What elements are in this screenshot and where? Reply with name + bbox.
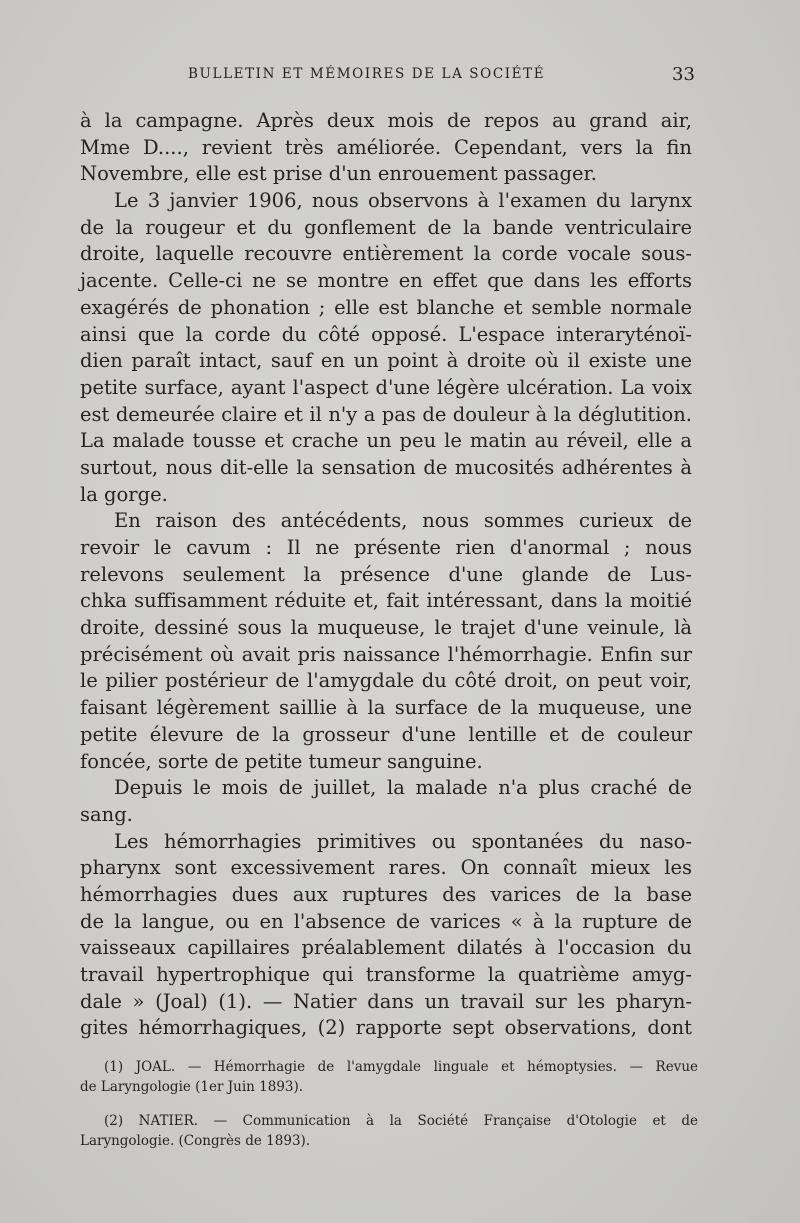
running-header-title: BULLETIN ET MÉMOIRES DE LA SOCIÉTÉ <box>188 66 546 82</box>
text-line: La malade tousse et crache un peu le matin au réveil, elle a <box>80 429 692 453</box>
text-line: précisément où avait pris naissance l'hémorrhagie. Enfin sur <box>80 642 692 666</box>
footnote-line: de Laryngologie (1er Juin 1893). <box>80 1079 304 1095</box>
text-line: travail hypertrophique qui transforme la quatrième amyg- <box>80 963 692 986</box>
text-line: est demeurée claire et il n'y a pas de douleur à la déglutition. <box>80 402 692 426</box>
text-line: Les hémorrhagies primitives ou spontanées du naso- <box>114 829 692 853</box>
text-line: exagérés de phonation ; elle est blanche et semble normale <box>80 295 692 319</box>
text-line: de la rougeur et du gonflement de la bande ventriculaire <box>80 215 692 239</box>
text-line: ainsi que la corde du côté opposé. L'espace interaryténoï- <box>80 322 692 346</box>
text-line: Depuis le mois de juillet, la malade n'a plus craché de <box>114 776 692 800</box>
text-line: de la langue, ou en l'absence de varices « à la rupture de <box>80 909 692 933</box>
footnote-line: (1) JOAL. — Hémorrhagie de l'amygdale linguale et hémoptysies. — Revue <box>104 1059 698 1075</box>
text-line: chka suffisamment réduite et, fait intéressant, dans la moitié <box>80 589 692 613</box>
footnote-line: (2) NATIER. — Communication à la Société Française d'Otologie et de <box>104 1113 698 1129</box>
body-text <box>80 108 692 1042</box>
text-line: jacente. Celle-ci ne se montre en effet que dans les efforts <box>80 269 692 293</box>
footnote-gap <box>80 1097 698 1111</box>
text-line: Mme D...., revient très améliorée. Cependant, vers la fin <box>80 135 692 159</box>
text-line: sang. <box>80 802 133 826</box>
text-line: hémorrhagies dues aux ruptures des varices de la base <box>80 882 692 906</box>
page-number: 33 <box>672 64 695 85</box>
text-line: revoir le cavum : Il ne présente rien d'anormal ; nous <box>80 536 692 559</box>
running-header <box>0 64 800 92</box>
text-line: faisant légèrement saillie à la surface de la muqueuse, une <box>80 696 692 720</box>
text-line: dien paraît intact, sauf en un point à droite où il existe une <box>80 349 692 373</box>
text-line: Novembre, elle est prise d'un enrouement passager. <box>80 162 597 186</box>
text-line: petite élevure de la grosseur d'une lentille et de couleur <box>80 722 692 746</box>
text-line: foncée, sorte de petite tumeur sanguine. <box>80 749 483 773</box>
text-line: pharynx sont excessivement rares. On connaît mieux les <box>80 856 692 880</box>
text-line: gites hémorrhagiques, (2) rapporte sept observations, dont <box>80 1016 692 1040</box>
text-line: à la campagne. Après deux mois de repos au grand air, <box>80 109 692 132</box>
text-line: droite, dessiné sous la muqueuse, le trajet d'une veinule, là <box>80 616 692 640</box>
text-line: En raison des antécédents, nous sommes curieux de <box>114 509 692 533</box>
text-line: surtout, nous dit-elle la sensation de mucosités adhérentes à <box>80 455 692 479</box>
text-line: droite, laquelle recouvre entièrement la corde vocale sous- <box>80 242 692 266</box>
text-line: dale » (Joal) (1). — Natier dans un travail sur les pharyn- <box>80 989 692 1013</box>
text-line: petite surface, ayant l'aspect d'une légère ulcération. La voix <box>80 375 692 399</box>
text-line: le pilier postérieur de l'amygdale du côté droit, on peut voir, <box>80 669 692 693</box>
footnotes <box>80 1057 698 1151</box>
text-line: vaisseaux capillaires préalablement dilatés à l'occasion du <box>80 936 692 960</box>
text-line: la gorge. <box>80 482 168 506</box>
text-line: relevons seulement la présence d'une glande de Lus- <box>80 562 692 586</box>
footnote-line: Laryngologie. (Congrès de 1893). <box>80 1133 311 1149</box>
text-line: Le 3 janvier 1906, nous observons à l'examen du larynx <box>114 189 692 213</box>
